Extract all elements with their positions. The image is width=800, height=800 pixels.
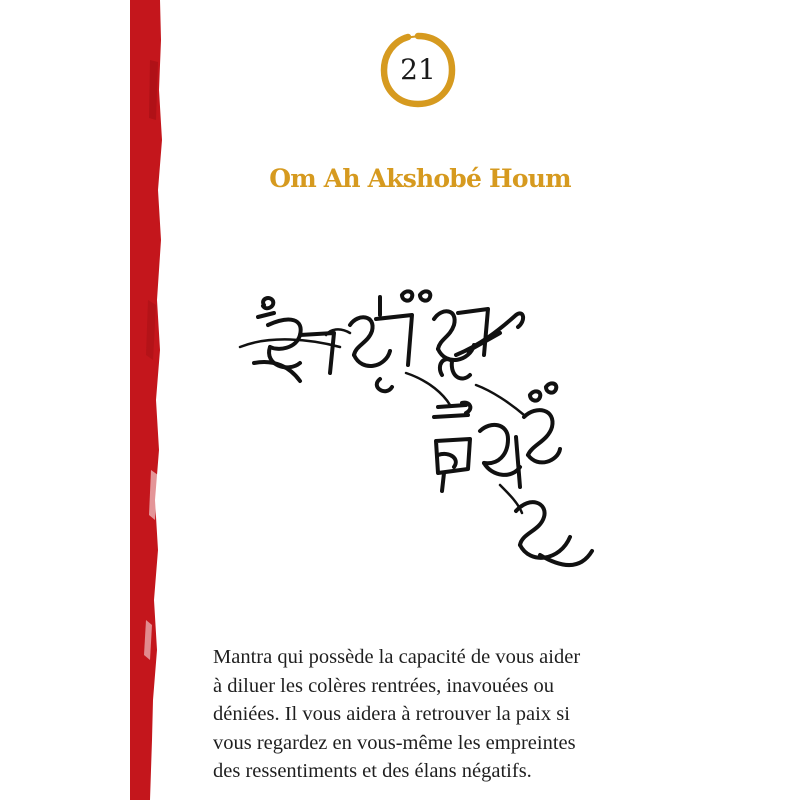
mantra-description [213,643,783,786]
description-line: vous regardez en vous-même les empreintes [213,731,576,754]
tibetan-calligraphy-artwork [230,255,650,595]
description-line: des ressentiments et des élans négatifs. [213,760,532,782]
mantra-title: Om Ah Akshobé Houm [269,164,571,193]
description-line: Mantra qui possède la capacité de vous aider [213,646,581,668]
card-number: 21 [400,53,436,86]
description-line: à diluer les colères rentrées, inavouées ou [213,674,554,697]
description-line: déniées. Il vous aidera à retrouver la paix si [213,703,570,725]
red-brush-stripe [0,0,220,800]
